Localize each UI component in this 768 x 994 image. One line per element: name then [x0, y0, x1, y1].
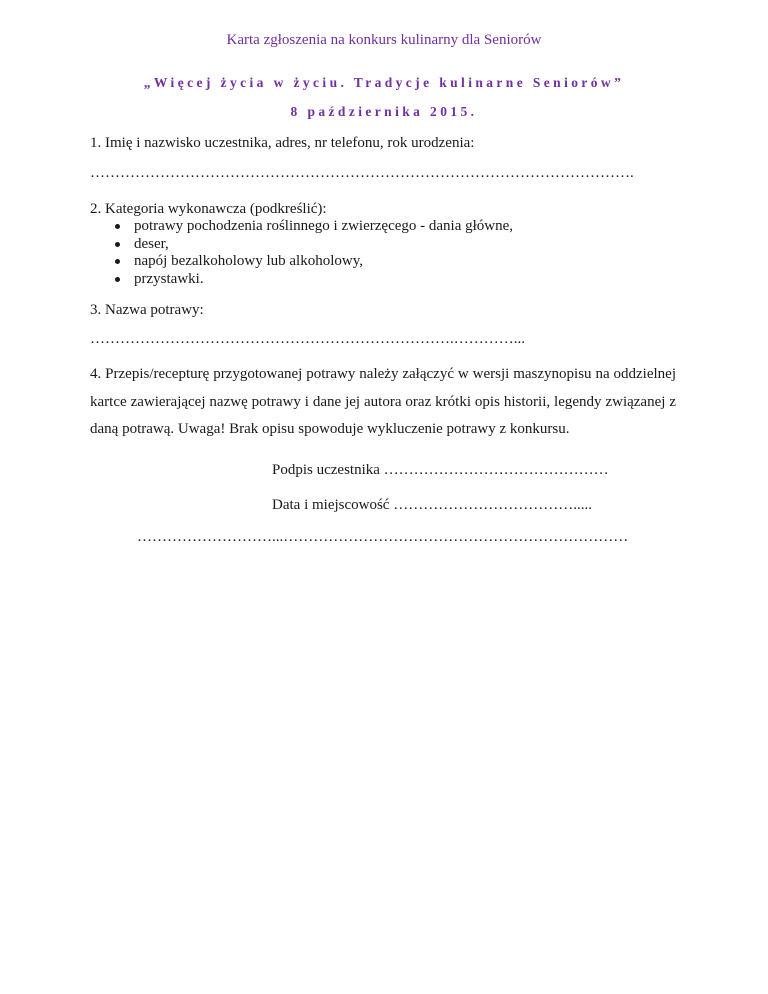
bullet-icon — [115, 242, 120, 247]
bullet-icon — [115, 259, 120, 264]
participant-signature-line[interactable]: Podpis uczestnika ……………………………………… — [272, 462, 609, 478]
section-1-fill-line[interactable]: ………………………………………………………………………………………………. — [90, 165, 634, 181]
list-item[interactable]: potrawy pochodzenia roślinnego i zwierzęcego - dania główne, — [90, 218, 495, 236]
form-header-title: Karta zgłoszenia na konkurs kulinarny dla Seniorów — [226, 32, 542, 48]
contest-title: „Więcej życia w życiu. Tradycje kulinarne Seniorów” — [143, 75, 625, 90]
section-2-label: 2. Kategoria wykonawcza (podkreślić): — [90, 201, 327, 217]
list-item[interactable]: napój bezalkoholowy lub alkoholowy, — [90, 253, 495, 271]
list-item[interactable]: deser, — [90, 236, 495, 254]
bullet-icon — [115, 277, 120, 282]
contest-date: 8 października 2015. — [290, 104, 478, 119]
section-3-label: 3. Nazwa potrawy: — [90, 302, 204, 318]
section-2 — [90, 200, 514, 288]
bottom-fill-line[interactable]: ………………………...…………………………………………………………… — [137, 529, 629, 545]
section-4-paragraph: 4. Przepis/recepturę przygotowanej potrawy należy załączyć w wersji maszynopisu na oddzielnej kartce zawierającej nazwę potrawy i dane jej autora oraz krótki opis historii, legendy związanej z daną potrawą. Uwaga! Brak opisu spowoduje wykluczenie potrawy z konkursu. — [90, 366, 676, 437]
date-place-line[interactable]: Data i miejscowość ………………………………..... — [272, 497, 592, 513]
list-item[interactable]: przystawki. — [90, 271, 495, 289]
bullet-icon — [115, 224, 120, 229]
section-1-label: 1. Imię i nazwisko uczestnika, adres, nr telefonu, rok urodzenia: — [90, 135, 475, 151]
section-3-fill-line[interactable]: ……………………………………………………………….…………... — [90, 331, 525, 347]
category-list — [90, 218, 514, 288]
